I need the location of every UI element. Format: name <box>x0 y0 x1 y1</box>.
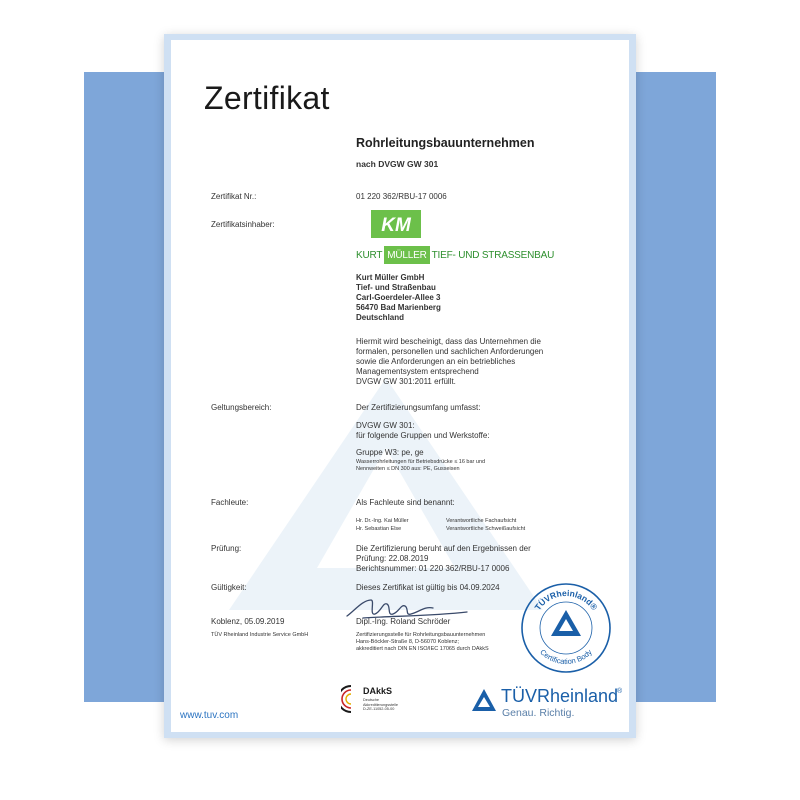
holder-address <box>356 273 441 323</box>
tuv-logo-name: TÜVRheinland <box>501 686 619 706</box>
expert-name: Hr. Sebastian Else <box>356 526 402 532</box>
cert-body-line: Hans-Böckler-Straße 8, D-56070 Koblenz; <box>356 639 460 645</box>
stamp-bottom-text: Certification Body <box>538 647 594 667</box>
tuv-rheinland-logo <box>471 686 621 726</box>
dakks-subtitle <box>363 698 423 712</box>
km-logo-mark: KM <box>381 215 411 236</box>
certification-stamp <box>520 582 612 674</box>
experts-label: Fachleute: <box>211 498 249 507</box>
validity-label: Gültigkeit: <box>211 583 247 592</box>
tuv-logo-registered: ® <box>617 688 623 695</box>
stamp-triangle-icon <box>551 610 581 636</box>
svg-text:Certification Body <box>538 647 594 666</box>
experts-intro: Als Fachleute sind benannt: <box>356 498 455 507</box>
dakks-sub-line: D-ZE-11052-05-00 <box>363 707 395 712</box>
km-logo <box>371 210 421 238</box>
holder-label: Zertifikatsinhaber: <box>211 220 275 229</box>
scope-intro: Der Zertifizierungsumfang umfasst: <box>356 403 481 412</box>
certificate-number-label: Zertifikat Nr.: <box>211 192 257 201</box>
scope-detail-line: Nennweiten ≤ DN 300 aus: PE, Gusseisen <box>356 466 460 472</box>
cert-body-line: Zertifizierungsstelle für Rohrleitungsbauunternehmen <box>356 632 486 638</box>
scope-line: DVGW GW 301: <box>356 421 415 430</box>
dakks-sub-line: Akkreditierungsstelle <box>363 702 399 707</box>
signatory-name: Dipl.-Ing. Roland Schröder <box>356 617 451 626</box>
expert-role: Verantwortliche Fachaufsicht <box>446 518 517 524</box>
audit-line: Prüfung: 22.08.2019 <box>356 554 429 563</box>
page-title: Zertifikat <box>204 80 330 116</box>
scope-label: Geltungsbereich: <box>211 403 272 412</box>
statement-line: sowie die Anforderungen an ein betriebliches <box>356 357 516 366</box>
audit-details <box>356 544 531 574</box>
scope-line: für folgende Gruppen und Werkstoffe: <box>356 431 490 440</box>
certification-statement <box>356 337 543 387</box>
statement-line: formalen, personellen und sachlichen Anforderungen <box>356 347 544 356</box>
company-logo-right: TIEF- UND STRASSENBAU <box>431 249 555 261</box>
certificate-document <box>171 40 629 732</box>
address-line: 56470 Bad Marienberg <box>356 303 441 312</box>
place-date: Koblenz, 05.09.2019 <box>211 617 285 626</box>
company-logo-middle: MÜLLER <box>384 246 429 264</box>
expert-role: Verantwortliche Schweißaufsicht <box>446 526 526 532</box>
certificate-subject: Rohrleitungsbauunternehmen <box>356 136 535 150</box>
scope-lines <box>356 421 490 441</box>
scope-group: Gruppe W3: pe, ge <box>356 448 424 457</box>
statement-line: Hiermit wird bescheinigt, dass das Unternehmen die <box>356 337 541 346</box>
audit-line: Berichtsnummer: 01 220 362/RBU-17 0006 <box>356 564 510 573</box>
dakks-logo <box>341 684 431 722</box>
tuv-triangle-icon <box>471 688 497 712</box>
scope-detail <box>356 459 485 473</box>
statement-line: Managementsystem entsprechend <box>356 367 479 376</box>
cert-body-line: akkreditiert nach DIN EN ISO/IEC 17065 durch DAkkS <box>356 646 489 652</box>
company-logo-left: KURT <box>356 249 383 261</box>
scope-detail-line: Wasserrohrleitungen für Betriebsdrücke ≤ 16 bar und <box>356 459 486 465</box>
dakks-title: DAkkS <box>363 686 393 696</box>
company-logo <box>356 246 584 264</box>
issuer-name: TÜV Rheinland Industrie Service GmbH <box>211 632 309 638</box>
dakks-emblem-icon <box>341 684 361 714</box>
address-line: Carl-Goerdeler-Allee 3 <box>356 293 441 302</box>
tuv-slogan: Genau. Richtig. <box>502 707 575 719</box>
certification-body-info <box>356 632 489 653</box>
website-link[interactable]: www.tuv.com <box>180 710 239 721</box>
statement-line: DVGW GW 301:2011 erfüllt. <box>356 377 456 386</box>
expert-name: Hr. Dr.-Ing. Kai Müller <box>356 518 409 524</box>
dakks-sub-line: Deutsche <box>363 698 380 702</box>
audit-line: Die Zertifizierung beruht auf den Ergebnissen der <box>356 544 531 553</box>
address-line: Kurt Müller GmbH <box>356 273 425 282</box>
certificate-standard: nach DVGW GW 301 <box>356 159 439 169</box>
certificate-number-value: 01 220 362/RBU-17 0006 <box>356 192 447 201</box>
validity-value: Dieses Zertifikat ist gültig bis 04.09.2024 <box>356 583 500 592</box>
address-line: Tief- und Straßenbau <box>356 283 436 292</box>
address-line: Deutschland <box>356 313 405 322</box>
stamp-top-text: TÜVRheinland® <box>532 587 600 613</box>
audit-label: Prüfung: <box>211 544 242 553</box>
